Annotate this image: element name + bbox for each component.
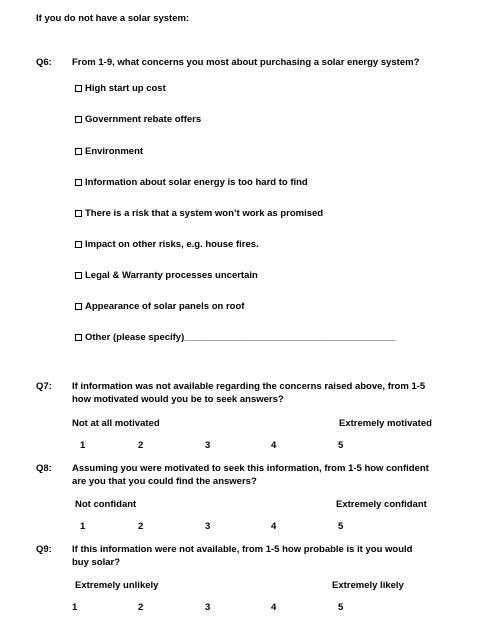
q9-high-label: Extremely likely xyxy=(332,580,404,591)
checkbox-icon[interactable] xyxy=(75,334,82,341)
checkbox-icon[interactable] xyxy=(75,303,82,310)
q8-low-label: Not confidant xyxy=(75,499,137,510)
q8-question-line-1: Assuming you were motivated to seek this information, from 1-5 how confident xyxy=(72,463,429,474)
q7-question xyxy=(72,381,472,406)
q7-scale-1[interactable]: 1 xyxy=(80,440,86,451)
checkbox-icon[interactable] xyxy=(75,210,82,217)
q8-scale-2[interactable]: 2 xyxy=(138,521,144,532)
q8-question xyxy=(72,463,472,488)
q7-question-line-2: how motivated would you be to seek answers? xyxy=(72,393,284,405)
q7-number: Q7: xyxy=(36,381,52,392)
q6-option-label: Environment xyxy=(85,146,144,157)
q8-scale-5[interactable]: 5 xyxy=(338,521,344,532)
section-intro: If you do not have a solar system: xyxy=(36,13,190,24)
q8-scale-4[interactable]: 4 xyxy=(271,521,277,532)
q8-question-line-2: are you that you could find the answers? xyxy=(72,475,257,487)
q7-low-label: Not at all motivated xyxy=(72,418,160,429)
q9-scale-3[interactable]: 3 xyxy=(205,602,211,613)
q9-question xyxy=(72,544,472,569)
q6-option-label: Information about solar energy is too hard to find xyxy=(85,177,308,188)
checkbox-icon[interactable] xyxy=(75,241,82,248)
q6-option-label: High start up cost xyxy=(85,83,166,94)
q7-scale-3[interactable]: 3 xyxy=(205,440,211,451)
q6-option-label: There is a risk that a system won’t work as promised xyxy=(85,208,324,219)
q9-question-line-1: If this information were not available, from 1-5 how probable is it you would xyxy=(72,544,413,555)
q6-option-label: Government rebate offers xyxy=(85,114,202,125)
q9-question-line-2: buy solar? xyxy=(72,556,121,568)
checkbox-icon[interactable] xyxy=(75,272,82,279)
q9-scale-2[interactable]: 2 xyxy=(138,602,144,613)
q7-high-label: Extremely motivated xyxy=(339,418,432,429)
q8-number: Q8: xyxy=(36,463,52,474)
q6-number: Q6: xyxy=(36,57,52,68)
checkbox-icon[interactable] xyxy=(75,179,82,186)
q7-scale-4[interactable]: 4 xyxy=(271,440,277,451)
checkbox-icon[interactable] xyxy=(75,85,82,92)
q9-low-label: Extremely unlikely xyxy=(75,580,159,591)
q9-scale-4[interactable]: 4 xyxy=(271,602,277,613)
checkbox-icon[interactable] xyxy=(75,116,82,123)
q7-scale-2[interactable]: 2 xyxy=(138,440,144,451)
q9-scale-5[interactable]: 5 xyxy=(338,602,344,613)
q7-scale-5[interactable]: 5 xyxy=(338,440,344,451)
q6-option-label: Impact on other risks, e.g. house fires. xyxy=(85,239,259,250)
q6-option-label: Appearance of solar panels on roof xyxy=(85,301,245,312)
checkbox-icon[interactable] xyxy=(75,148,82,155)
q8-high-label: Extremely confidant xyxy=(336,499,427,510)
q7-question-line-1: If information was not available regarding the concerns raised above, from 1-5 xyxy=(72,381,426,392)
q6-question: From 1-9, what concerns you most about purchasing a solar energy system? xyxy=(72,57,420,68)
q8-scale-1[interactable]: 1 xyxy=(80,521,86,532)
q8-scale-3[interactable]: 3 xyxy=(205,521,211,532)
q9-scale-1[interactable]: 1 xyxy=(72,602,78,613)
q6-option-other-label[interactable]: Other (please specify)________________________________________ xyxy=(85,332,396,343)
q9-number: Q9: xyxy=(36,544,52,555)
q6-option-label: Legal & Warranty processes uncertain xyxy=(85,270,258,281)
